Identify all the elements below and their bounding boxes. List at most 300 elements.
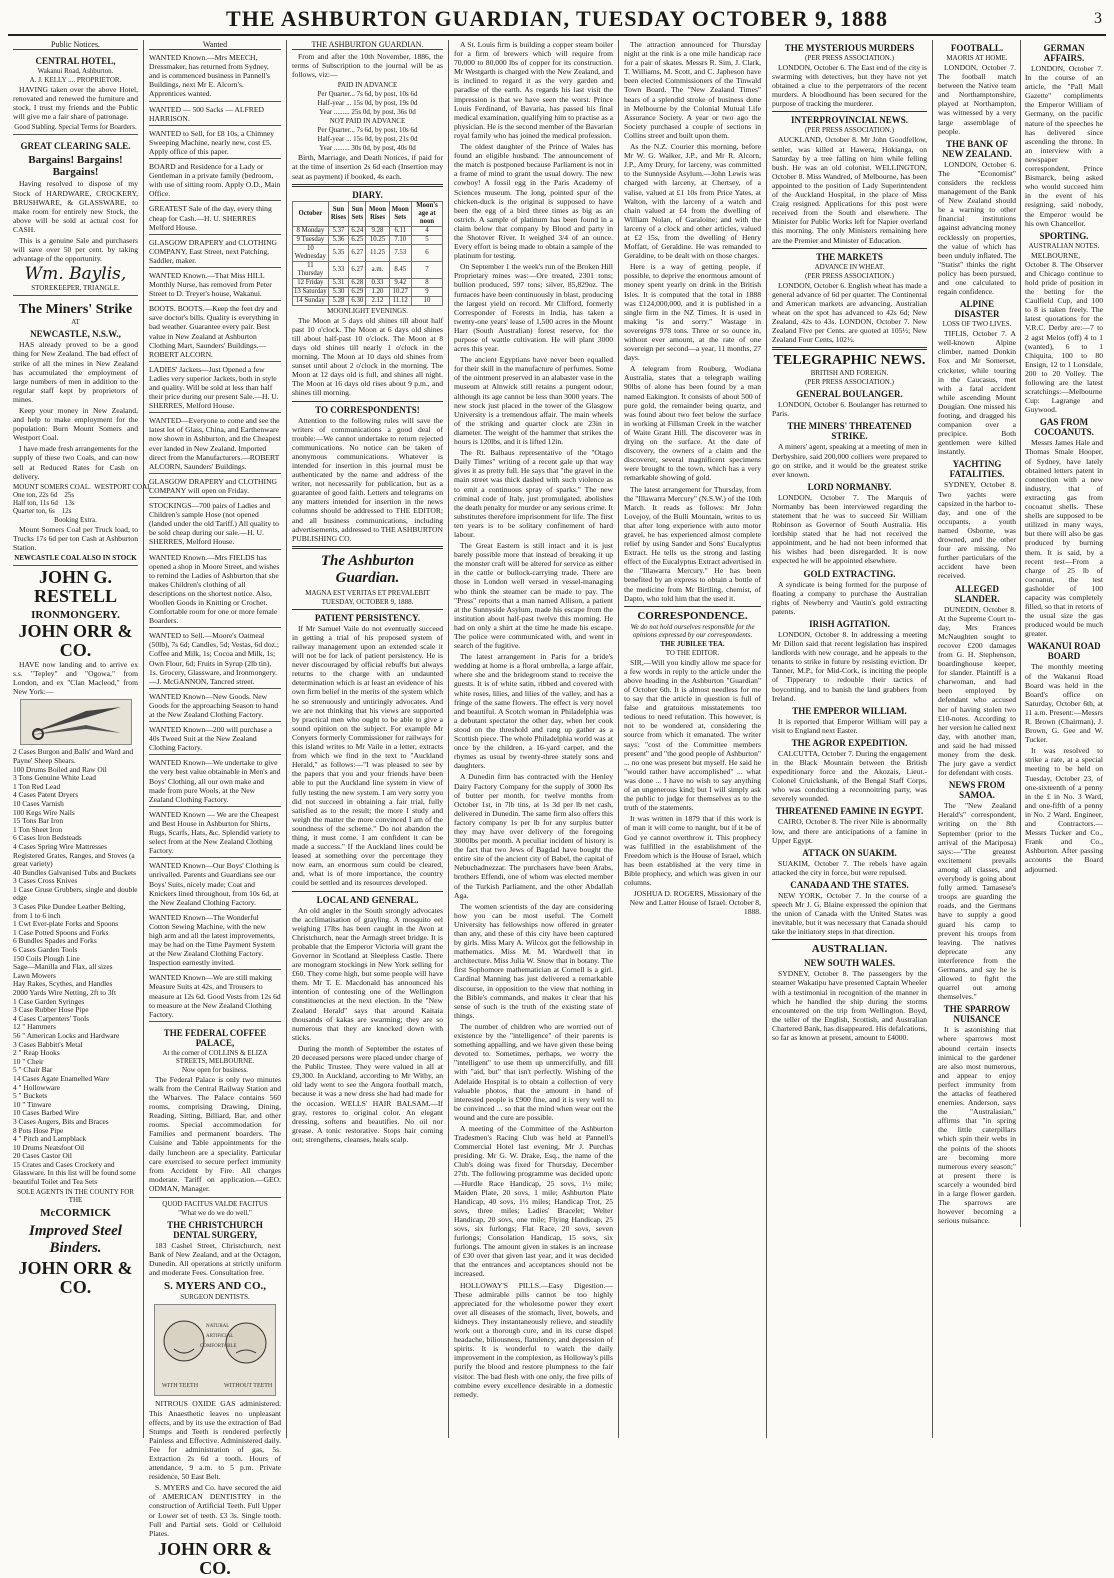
article-l: HOLLOWAY'S PILLS.—Easy Digestion.—These admirable pills cannot be too highly appreciated for the wholesome power they exert over all diseases of the stomach, liver, bowels, and kidneys. They instantaneously relieve, and steadily work out a thorough cure, and in its curse dispel headache, biliousness, flatulency, and depression of spirits. It is wonderful to watch the daily improvement in the complexion, as Holloway's pills purify the blood and restore plumpness to the fair visitor. The bad flesh with one only, the free pills of combine every excellence desirable in a domestic remedy. [454,1280,613,1399]
markets-heading: THE MARKETS [816,251,883,262]
article-g: The latest arrangement in Paris for a bride's wedding at home is a floral umbrella, a large affair, where she and the bridegroom stand to receive the guests. It is of white satin, ribbed and covered with white roses, lilies, and lilies of the valley, and has a fringe of the same flowers. The effect is very novel and beautiful. A Scotch woman in Philadelphia was a debutant spectator the other day, when her cook stood on the threshold and rang up gather as a Scottish piece. The whole Philadelphia world was at once by the children, a 16-yard carpet, and the rhymes as usual by twenty-three stately sons and daughters. [454,652,613,771]
article-f: The Great Eastern is still intact and it is just barely possible more that instead of breaking it up the monster craft will be altered for service as either in the cattle or bullock-carrying trade. There are those in London well versed in vessel-managing who think the steamer can be made to pay. The "Press" reports that a man named Allison, a patient at the Sunnyside Asylum, made his escape from the institution about half-past twelve this morning. He had on only a shirt at the time he made his escape. The police were communicated with, and went in search of the fugitive. [454,541,613,651]
wanted-ad: WANTED Known—The Wonderful Cotton Sewing Machine, with the new high arm and all the latest improvements, may be had on the Time Payment System at the New Zealand Clothing Factory. Inspection earnestly invited. [149,912,281,971]
slander-heading: ALLEGED SLANDER. [954,583,1000,604]
quod-sub: "What we do we do well." [178,1209,252,1218]
canada-heading: CANADA AND THE STATES. [790,879,909,890]
wanted-ad: GLASGOW DRAPERY and CLOTHING COMPANY will open on Friday. [149,476,281,498]
interprovincial-text: AUCKLAND, October 8. Mr John Goodfellow, settler, was killed at Hawera, Hokianga, on Saturday by a tree falling on him while felling bush. He was an old colonist. WELLINGTON, October 8. Miss Wandred, of Melbourne, has been appointed to the position of Lady Superintendent of the Auckland Hospital, in the place of Miss Craig resigned. Applications for this post were received from the South and elsewhere. The Minister for Public Works left for Napier overland this morning. The only Ministers remaining here are the Premier and Minister of Education. [772,135,927,245]
orr-list-item: 100 Drums Boiled and Raw Oil [13,764,107,774]
wanted-ad: WANTED Known—200 will purchase a 40s Tweed Suit at the New Zealand Clothing Factory. [149,724,281,755]
moonlight-heading: MOONLIGHT EVENINGS. [327,306,408,315]
face-label-artificial: ARTIFICIAL [206,1334,234,1340]
article-c: Here is a way of getting people, if possible, to deprive the enormous amount of money spent yearly on drink in the British Isles. It is computed that the total in 1888 was £124,000,000, and it is published in a single firm in the NZ Times. It is used in making "is and sorry." Wastage in sovereigns 978 tons. Three or so ounce in, without ever amount, at the rate of one sovereign per second—a year, 11 months, 27 days. [624,262,761,363]
orr-list-item: 10 Cases Barbed Wire [13,1108,79,1118]
interprovincial-heading: INTERPROVINCIAL NEWS. [790,115,909,126]
wanted-ad: WANTED Known.—Mrs FIELDS has opened a shop in Moore Street, and wishes to remind the Ladies of Ashburton that she makes Children's clothing of all descriptions on the shortest notice. Also, Woollen Goods in Knitting or Crochet. Comfortable room for one or more female Boarders. [149,552,281,629]
article-i: The women scientists of the day are considering how you can be most useful. The Cornell University has fellowships now offered in greater than any, and these of this city have been captured by girls. Miss Mary A. Wilcox got the fellowship in mathematics. Miss M. M. Wardwell that in architecture. Miss Julia W. Snow that in botany. The first Sophomore mathematician at Cornell is a girl. Cardinal Manning has just delivered a remarkable discourse, in opposition to the view that nothing in the Bible's commands, and makes it clear that his sense of such is the truth of the existing state of things. [454,901,613,1020]
diary-row [293,287,443,296]
wanted-ad: BOARD and Residence for a Lady or Gentleman in a private family (bedroom, with use of sitting room. Apply O.D., Main Office. [149,161,281,201]
diary-column-header: Moon Rises [366,201,389,226]
correspondence-signature: JOSHUA D. ROGERS, Missionary of the New and Latter House of Israel. October 8, 1888. [629,889,761,917]
coal-text: I have made fresh arrangements for the supply of these two Coals, and can now sell at Reduced Rates for Cash on delivery. [13,444,138,481]
suakim-heading: ATTACK ON SUAKIM. [802,847,897,858]
wanted-ad: STOCKINGS—700 pairs of Ladies and Children's sample Hose (not opened (landed under the old Tariff.) All quality to be sold cheap during our sale.—H. U. SHERRES, Melford House. [149,500,281,549]
football-sub: MAORIS AT HOME. [946,54,1008,62]
wanted-ads [149,52,281,1022]
hotel-proprietor: A. J. KELLY .... PROPRIETOR. [29,76,122,85]
diary-row [293,296,443,305]
orr-list-item: 10 Cases Varnish [13,798,64,808]
face-caption-left: WITH TEETH [162,1383,199,1390]
sheep-shears-image [20,699,132,745]
column-heading: Wanted [149,40,281,50]
diary-cell: 7.10 [389,235,411,244]
article-e: The Rt. Balhaus representative of the "Otago Daily Times" writing of a recent gale up that way gives it as pretty full. He says that "the gravel in the main street was thick dashed with such violence as to emit a continuous spray of sparks." The new criminal code of Italy, just promulgated, abolishes the death penalty for murder or any serious crime. It substitutes therefore imprisonment for life. The first ten years is to be solitary confinement of hard labour. [454,448,613,539]
baylis-name: Wm. Baylis, [24,264,127,285]
irish-heading: IRISH AGITATION. [809,618,890,629]
wakanui-text: The monthly meeting of the Wakanui Road Board was held in the Board's office on Saturday, October 6th, at 11 a.m. Present:—Messrs R. Brown (Chairman), J. Brown, G. Gee and W. Tucker. [1025,662,1103,745]
orr-list-item: 4 Cases Patent Dryers [13,790,79,800]
orr-list-item: Registered Grates, Ranges, and Stoves (a great variety) [13,850,135,869]
sporting-heading: SPORTING. [1039,230,1089,241]
face-label-comfortable: COMFORTABLE [200,1344,237,1350]
diary-column-header: Sun Sets [349,201,366,226]
press-association: (PER PRESS ASSOCIATION.) [805,378,894,387]
orr-list-item: 10 " Cheir [13,1056,44,1066]
cocoanuts-heading: GAS FROM COCOANUTS. [1034,417,1094,438]
correspondence-text: SIR,—Will you kindly allow me space for a few words in reply to the article under the above heading in the Ashburton "Guardian" of October 6th. It is almost needless for me to say that the article in question is full of false and gratuitous misstatements too tedious to need refutation. This however, is not to be wondered at, considering the source from which it emanated. The writer says: "cost of the Committee members present" and "the good people of Ashburton" ... no one was present but myself. He said he "would rather have accomplished" ... what was done ... I have no wish to say anything of an ungenerous kind; but I will simply ask the public to judge for themselves as to the truth of the statements. [624,657,761,813]
american-text: S. MYERS and Co. have secured the aid of AMERICAN DENTISTRY in the construction of Artificial Teeth. Full Upper or Lower set of teeth. £3 3s. Single tooth. Full and Partial sets. Gold or Celluloid Plates. [149,1483,281,1538]
mccormick-heading: McCORMICK [40,1206,111,1219]
col7-left [938,40,1016,1227]
wanted-ad: GREATEST Sale of the day, every thing cheap for Cash.—H. U. SHERRES Melford House. [149,203,281,234]
diary-row [293,244,443,261]
orr-list-item: 100 Kegs Wire Nails [13,807,75,817]
article-a: A St. Louis firm is building a copper steam boiler for a firm of brewers which will require from 70,000 to 80,000 lbs of copper for its construction. Mr Westgarth is charged with the New Zealand, and is inclined to regard it as the very garden and paradise of the earth. As regards his last visit the impression is that we have seen the worst. Prince Louis Ferdinand, of Bavaria, has passed his final medical examination, qualifying him to practise as a physician. He is the second member of the Bavarian royal family who has joined the medical profession. [454,40,613,140]
sale-text: Having resolved to dispose of my Stock of HARDWARE, CROCKERY, BRUSHWARE, & GLASSWARE, to make room for entirely new Stock, the above will be sold at actual cost for CASH. [13,179,138,234]
wakanui-text-2: It was resolved to strike a rate, at a special meeting to be held on Tuesday, October 23, of one-sixteenth of a penny in the £ in No. 3 Ward, and one-fifth of a penny in No. 2 Ward. Engineer, and Contractors.—Messrs Tucker and Co., Frank and Co., Ashburton. After passing accounts the Board adjourned. [1025,746,1103,874]
diary-cell: 6.24 [349,226,366,235]
wanted-ad: WANTED Known.—That Miss HILL Monthly Nurse, has removed from Peter Street to D. Treyer's house, Wakanui. [149,270,281,301]
diary-cell: 11.25 [366,244,389,261]
emperor-text: It is reported that Emperor William will pay a visit to England next Easter. [772,716,927,735]
column-4 [449,40,619,1438]
famine-text: CAIRO, October 8. The river Nile is abnormally low, and there are anticipations of a famine in Upper Egypt. [772,817,927,845]
diary-cell: 5.37 [328,226,349,235]
coffee-sub: At the corner of COLLINS & ELIZA STREETS, MELBOURNE. [162,1048,268,1065]
column-2 [144,40,287,1578]
orr-list-item: 4 Cases Carpenters' Tools [13,1013,90,1023]
wanted-ad: WANTED Known—Our Boys' Clothing is unrivalled. Parents and Guardians see our Boys' Suits, nicely made; Coat and Knickers lined throughout, from 10s 6d, at the New Zealand Clothing Factory. [149,860,281,909]
orr-list-item: 4 " Hollowware [13,1082,60,1092]
myers-sub: SURGEON DENTISTS. [180,1293,250,1302]
wanted-ad: BOOTS. BOOTS.—Keep the feet dry and save doctor's bills. Quality is everything in bad weather. Guarantee every pair. Best value in New Zealand at Ashburton Clothing Mart, Saunders' Buildings.—ROBERT ALCORN. [149,303,281,362]
hotel-tail: Good Stabling. Special Terms for Boarders. [14,123,137,132]
shears-icon [26,703,126,741]
murders-heading: THE MYSTERIOUS MURDERS [784,43,915,53]
correspondence-to: TO THE EDITOR. [665,648,720,657]
diary-cell: 14 Sunday [293,296,329,305]
face-caption-right: WITHOUT TEETH [224,1383,273,1390]
diary-cell: a.m. [366,261,389,278]
diary-cell: 11.12 [389,296,411,305]
column-7 [933,40,1108,1438]
wanted-ad: WANTED — 500 Sacks — ALFRED HARRISON. [149,104,281,126]
diary-cell: 5.33 [328,261,349,278]
orr-list-item: Sage—Manilla and Flax, all sizes [13,962,113,972]
yacht-heading: YACHTING FATALITIES. [949,459,1005,480]
diary-cell: 10 [412,296,443,305]
diary-cell: 5.36 [328,235,349,244]
diary-cell: 5.28 [328,296,349,305]
correspondence-sub: THE JUBILEE TEA. [660,639,725,648]
orr-list-item: 2 " Reap Hooks [13,1048,60,1058]
orr-list-item: 6 Cases Iron Bedsteads [13,833,82,843]
wanted-ad: WANTED to Sell, for £8 10s, a Chimney Sweeping Machine, nearly new, cost £5. Apply office of this paper. [149,128,281,159]
agror-heading: THE AGROR EXPEDITION. [791,737,908,748]
orr-list-item: 4 " Pitch and Lampblack [13,1134,87,1144]
orr-list-item: 5 " Chair Bar [13,1065,53,1075]
article-j: The number of children who are worried out of existence by the "intelligence" of their parents is something appalling, and we have given these being devoted to. Sometimes, perhaps, we worry the "intelligent" to use them up unmercifully, and fill with "aid, but" that isn't perfectly. Wishing of the Adelaide Hospital is to obtain a collection of very valuable photos, that the amount in hand of interested people is £900 fine, and it is very well to be convinced ... so that the mind when wear out the wound and the cure are possible. [454,1021,613,1122]
gold-heading: GOLD EXTRACTING. [803,568,896,579]
press-association: (PER PRESS ASSOCIATION.) [805,54,894,62]
paper-date: TUESDAY, OCTOBER 9, 1888. [321,597,414,606]
correspondence-text-2: It was written in 1879 that if this work is of man it will come to naught, but if it be of God ye cannot overthrow it. This prophecy was fulfilled in the establishment of the Freedom which is the House of Israel, which has been established at the very time in Bible prophecy, and which was given in our columns. [624,814,761,887]
suakim-text: SUAKIM, October 7. The rebels have again attacked the city in force, but were repulsed. [772,858,927,877]
orr-list-item: 14 Cases Agate Enamelled Ware [13,1073,110,1083]
diary-cell: 0.33 [366,278,389,287]
article-b: The oldest daughter of the Prince of Wales has found an eligible husband. The announcement of the match is postponed because Parliament is not in a frame of mind to grant the usual dowry. The new cowboy! A fossil egg in the Paris Academy of Sciences museum. The long, pointed spur of the chicken-duck is the original is supposed to have been the egg of a bird three times as big as an ostrich. A sample of platinum has been found in a claim below that company by Blood and party in the Shotover River. It weighed 3/4 of an ounce. Every effort is being made to obtain a sample of the platinum for testing. [454,142,613,261]
orr-list-item: 1 Case Potted Spoons and Forks [13,927,109,937]
coffee-palace-ad [149,1024,281,1198]
wanted-ad: LADIES' Jackets—Just Opened a few Ladies very superior Jackets, both in style and quality. Will be sold at less than half their price during our present Sale.—H. U. SHERRES, Melford House. [149,364,281,413]
orr-list-item: 10 " Tinware [13,1099,52,1109]
diary-cell: 6.30 [349,296,366,305]
columns [8,40,1108,1578]
diary-table [292,201,443,306]
correspondents-text: Attention to the following rules will save the writers of communications a good deal of trouble:—We cannot undertake to return rejected communications. No notice can be taken of anonymous communications. Whatever is intended for insertion in this journal must be authenticated by the name and address of the writer, not necessarily for publication, but as a guarantee of good faith. Letters and telegrams on any matters intended for insertion in the news columns should be addressed to THE EDITOR; and all business communications, including advertisements, addressed to THE ASHBURTON PUBLISHING CO. [292,415,443,543]
coffee-text: The Federal Palace is only two minutes walk from the Central Railway Station and the Wharves. The Palace contains 560 rooms, comprising Drawing, Dining, Reading, Sitting, Billiard, Bar, and other rooms. Special accommodation for Families and permanent boarders. The Cuisine and Table appointments for the daily luncheon are a speciality. Particular care exercised to secure perfect immunity from Accident by Fire. All charges moderate. Tariff on application.—GEO. ODMAN, Manager. [149,1074,281,1193]
col7-split [938,40,1103,1227]
restell-name: JOHN G. RESTELL [33,567,118,606]
diary-cell: 7.53 [389,244,411,261]
cocoanuts-text: Messrs James Hale and Thomas Smale Hooper, of Sydney, have lately obtained letters patent in connection with a new industry, that of extracting gas from cocoanut shells. These shells are supposed to be utilized in many ways, but there will also be gas produced by burning them. It is said, by a recent test—From a charge of 25 lb of cocoanut, the test gasholder of 100 capacity was completely filled, so that in retorts of the usual size the gas produced would be much greater. [1025,438,1103,639]
column-3 [287,40,449,1438]
diary-cell: 9.28 [366,226,389,235]
diary-heading: DIARY. [352,189,383,200]
coffee-heading: THE FEDERAL COFFEE PALACE, [163,1027,267,1048]
nitrous-text: NITROUS OXIDE GAS administered. This Anaesthetic leaves no unpleasant effects, and by its use the extraction of Bad Stumps and Teeth is rendered perfectly Painless and Effective. Administered daily. Fee for administration of gas, 5s. Extraction 2s 6d a tooth. Hours of attendance, 9 a.m. to 5 p.m. Private residence, 50 East Belt. [149,1399,281,1482]
nsw-text: SYDNEY, October 8. The passengers by the steamer Wakatipu have presented Captain Wheeler with a testimonial in recognition of the manner in which he handled the ship during the storms encountered on the trip from Wellington. Boyd, the teller of the English, Scottish, and Australian Chartered Bank, has disappeared. His defalcations, so far as known at present, amount to £4000. [772,969,927,1043]
diary-cell: 2.12 [366,296,389,305]
subscription-line: Year ......... 25s 0d, by post, 36s 0d [319,108,416,117]
sporting-text: MELBOURNE, October 8. The Observer and Chicago continue to hold pride of position in the betting for the Caulfield Cup, and 100 to 8 is taken freely. The latest quotations for the V.R.C. Derby are:—7 to 2 agst Melos (off) 4 to 1 (wanted), 6 to 1 Chiquita, 100 to 80 Ensign, 12 to 1 Lonsdale, 200 to 20 Volley. The following are the latest scratchings:—Melbourne Cup: Lagrange and Guywood. [1025,250,1103,415]
hotel-address: Wakanui Road, Ashburton. [37,67,114,76]
myers-heading: S. MYERS AND CO., [163,1280,267,1293]
markets-sub: ADVANCE IN WHEAT. [814,262,885,271]
diary-cell: 9 [412,287,443,296]
normanby-text: LONDON, October 7. The Marquis of Normanby has been interviewed regarding the statement that he was to succeed Sir William Robinson as Governor of South Australia. His lordship stated that he had not received the appointment, and he had not been informed that his wishes had been disregarded. It is now expected he will be appointed elsewhere. [772,492,927,566]
boulanger-text: LONDON, October 6. Boulanger has returned to Paris. [772,400,927,419]
gold-text: A syndicate is being formed for the purpose of floating a company to purchase the Australian rights of Newberry and Vautin's gold extracting patents. [772,579,927,616]
diary-cell: 5.30 [328,287,349,296]
diary-cell: 12 Friday [293,278,329,287]
orr-list-item: 1 Case Gruse Grubbers, single and double edge [13,884,138,903]
orr-name: JOHN ORR & CO. [18,621,133,660]
sale-bargains: Bargains! Bargains! Bargains! [28,154,123,179]
diary-cell: 6.27 [349,244,366,261]
diary-cell: 9.42 [389,278,411,287]
bank-heading: THE BANK OF NEW ZEALAND. [942,138,1012,159]
orr-list-item: Lawn Mowers [13,970,56,980]
orr-list-item: 8 Pots Hose Pipe [13,1125,64,1135]
strike-ad [13,298,152,566]
wanted-ad: WANTED Known—We are still making Measure Suits at 42s, and Trousers to measure at 12s 6d. Good Vests from 12s 6d to measure at the New Zealand Clothing Factory. [149,972,281,1021]
coal-price-table: MOUNT SOMERS COAL. WESTPORT COAL One ton, 22s 6d 25s Half ton, 11s 6d 13s Quarter ton, 6s 12s [13,482,152,515]
orr-list-item: 40 Bundles Galvanised Tubs and Buckets [13,867,136,877]
page-number: 3 [1094,10,1102,27]
diary-column-header: October [293,201,329,226]
subscription-line: Half-year ... 15s 0d, by post, 21s 0d [317,135,418,144]
dental-sub: 183 Cashel Street, Christchurch, next Bank of New Zealand, and at the Octagon, Dunedin. All operations at strictly uniform and moderate Fees. Consultation free. [149,1241,281,1278]
telegraphic-heading: TELEGRAPHIC NEWS. [773,353,926,369]
orr-footer-2: JOHN ORR & CO. [158,1538,272,1578]
orr-list-item: Hay Rakes, Scythes, and Handles [13,979,113,989]
diary-cell: 1.20 [366,287,389,296]
wakanui-heading: WAKANUI ROAD BOARD [1027,641,1101,662]
article-a: The attraction announced for Thursday night at the rink is a one mile handicap race for a pair of skates. Messrs R. Sim, J. Clark, T. Williams, M. Scott, and C. Japheson have been elected Commissioners of the Tinwald Town Board. The "New Zealand Times" hears of a splendid stroke of business done in Melbourne by the Colonial Mutual Life Assurance Society. A year or two ago the Society purchased a couple of sections in Collins street and built upon them. [624,40,761,140]
diary-cell: 11 Thursday [293,261,329,278]
diary-cell: 6.27 [349,261,366,278]
diary-cell: 6 [412,244,443,261]
agents-line: SOLE AGENTS IN THE COUNTY FOR THE [17,1187,134,1204]
correspondents-heading: TO CORRESPONDENTS! [315,404,420,415]
subscription-line: PAID IN ADVANCE [337,81,398,90]
subscription-line: Year ......... 30s 0d, by post, 40s 0d [319,144,416,153]
diary-row [293,261,443,278]
sale-text-2: This is a genuine Sale and purchasers will save over 50 per cent. by taking advantage of the opportunity. [13,236,138,264]
diary-cell: 6.25 [349,235,366,244]
paper-motto: MAGNA EST VERITAS ET PREVALEBIT [305,588,430,597]
diary-cell: 13 Saturday [294,287,327,295]
canada-text: NEW YORK, October 7. In the course of a speech Mr J. G. Blaine expressed the opinion that the union of Canada with the United States was inevitable, but it was necessary that Canada should take the initiatory steps in that direction. [772,890,927,937]
diary-cell: 7 [412,261,443,278]
correspondence-heading: CORRESPONDENCE. [637,609,748,622]
correspondence-note: We do not hold ourselves responsible for the opinions expressed by our correspondents. [630,622,755,639]
boulanger-heading: GENERAL BOULANGER. [796,389,903,400]
diary-cell: 10 Wednesday [293,244,329,261]
orr-list-item: 3 Cases Augers, Bits and Braces [13,1116,109,1126]
newcastle-coal: NEWCASTLE COAL ALSO IN STOCK [14,554,137,562]
diary-cell: 10.27 [389,287,411,296]
sparrow-heading: THE SPARROW NUISANCE [943,1004,1011,1025]
wanted-ad: WANTED Known.—Mrs MEECH, Dressmaker, has returned from Sydney, and is commenced business in Pannell's Buildings, next Mr E. Alcorn's. Apprentices wanted. [149,52,281,101]
strike-heading: The Miners' Strike [18,302,133,318]
column-heading: Public Notices. [13,40,138,50]
diary-row [293,278,443,287]
slander-text: DUNEDIN, October 8. At the Supreme Court to-day, Mrs Frances McNaughten sought to recover £200 damages from G. H. Stephenson, boardinghouse keeper, for slander. Plaintiff is a charwoman, and had been employed by defendant who accused her of having stolen two £10-notes. According to her version he called next day, with another man, and said he had missed money from the desk. The jury gave a verdict for defendant with costs. [938,604,1017,778]
wanted-ad: WANTED Known—New Goods. New Goods for the approaching Season to hand at the New Zealand Clothing Factory. [149,691,281,722]
strike-text: HAS already proved to be a good thing for New Zealand. The bad effect of strike of all the mines in New Zealand has accumulated the employment of large numbers of men in addition to the regular staff kept by proprietors of mines. [13,340,138,404]
sporting-sub: AUSTRALIAN NOTES. [1028,241,1100,250]
diary-cell: 6.29 [349,287,366,296]
orr-text: HAVE now landing and to arrive ex s.s. "Tepley" and "Ogowa," from London, and ex "Clan Macleod," from New York:— [13,660,138,697]
article-c: On September 1 the week's run of the Broken Hill Proprietary mines was:—Ore treated, 2301 tons; bullion produced, 597 tons; silver, 85,829oz. The furnaces have been continuously in blast, producing the largest yield on record. Mr Clifford, formerly Corresponder of Forests in India, has taken a twenty-one years' lease of 1,500 acres in the Mount Harr (South Australian) forest reserve, for the purpose of wattle cultivation. He will plant 3000 acres this year. [454,262,613,354]
orr-list-item: 1 Cwt Ever-plate Forks and Spoons [13,919,119,929]
column-heading: THE ASHBURTON GUARDIAN. [292,40,443,50]
famine-heading: THREATENED FAMINE IN EGYPT. [775,806,924,817]
orr-list-item: 3 Cases Babbitt's Metal [13,1039,83,1049]
subscription-line: NOT PAID IN ADVANCE [329,117,406,126]
coal-truck: Mount Somers Coal per Truck load, to Trucks 17s 6d per ton Cash at Ashburton Station. [13,524,138,552]
orr-list-item: 15 Tons Bar Iron [13,816,64,826]
miners-heading: THE MINERS' THREATENED STRIKE. [787,421,912,442]
emperor-heading: THE EMPEROR WILLIAM. [792,705,907,716]
ironmongery-heading: IRONMONGERY. [31,609,120,621]
alpine-heading: ALPINE DISASTER [954,299,1000,320]
subscription-line: Per Quarter... 7s 6d, by post, 10s 6d [317,90,418,99]
article-d: A telegram from Rouburg, Wodiana Australia, states that a telegraph wailing 90lbs of alone has been found by a man named Eakington. It consists of about 500 of pure gold, the remainder being quartz, and was found about two feet below the surface in working at Fillsman Creek in the watcher of Waite Grant Hill. The discoverer was in drying on the surface. At the date of discovery, the owners of a claim and the discoverer, several magnificent specimens were brought to the town, which has a very remarkable showing of gold. [624,364,761,483]
orr-items-list [13,748,138,1186]
wanted-ad: WANTED to Sell.—Moore's Oatmeal (50lb), 7s 6d; Candles, 5d; Vestas, 6d doz.; Coffee and Milk, 1s; Cocoa and Milk, 1s; Own Flour, 6d; Fruits in Syrup (2lb tin), 1s. Grocery, Glassware, and Ironmongery.—J. McGANNON, Tancred street. [149,630,281,689]
article-h: A Dunedin firm has contracted with the Henley Dairy Factory Company for the supply of 3000 lbs of butter per month, for twelve months from October 1st, in 7lb tins, at 1s 3d per lb net cash, delivered in Dunedin. The same firm also offers this factory company 1s per lb for any surplus butter they may have over delivery of the foregoing 3000lbs per month. A peculiar incident of history is the fact that two Jews of Bagdad have bought the entire site of the ancient city of Babel, the capital of Nebuchadnezzar. The purchasers have been Arabs, brothers Effendi, one of whom was elected member of the Turkish Parliament, and the other Abdallah Aga. [454,772,613,900]
german-heading: GERMAN AFFAIRS. [1043,43,1085,63]
samoa-text: The "New Zealand Herald's" correspondent, writing on the 8th September (prior to the arrival of the Mariposa) says:—"The greatest excitement prevails among all classes, and everybody is going about fully armed. Tamasese's troops are guarding the roads, and the Germans have to supply a good guard his camp to prevent his troops from leaving. The natives deprecate any interference from the Germans, and say he is allowed to fight the quarrel out among themselves." [938,801,1016,1002]
australian-heading: AUSTRALIAN. [811,943,888,956]
masthead-title: THE ASHBURTON GUARDIAN, TUESDAY OCTOBER 9, 1888 [226,6,888,31]
orr-list-item: 3 Tons Genuine White Lead [13,773,96,783]
german-text: LONDON, October 7. In the course of an article, the "Pall Mall Gazette" compliments the Emperor William of Germany, on the pacific nature of the speeches he has delivered since ascending the throne. In an interview with a newspaper correspondent, Prince Bismarck, being asked who would succeed him in the event of his resigning, said nobody, the Emperor would be his own Chancellor. [1025,64,1103,228]
bank-text: LONDON, October 6. The "Economist" considers the reckless management of the Bank of New Zealand should be a warning to other financial institutions against advancing money recklessly on properties, the value of which has been unduly inflated. The "Statist" thinks the right policy has been pursued, and one calculated to regain confidence. [938,159,1016,297]
baylis-sub: STOREKEEPER, TRIANGLE. [31,284,120,293]
column-1 [8,40,152,1438]
samoa-heading: NEWS FROM SAMOA. [948,780,1006,801]
orr-list-item: 150 Coils Plough Line [13,953,80,963]
teeth-faces-image [154,1304,276,1396]
telegraphic-sub: BRITISH AND FOREIGN. [810,369,889,378]
article-e: The latest arrangement for Thursday, from the "Illawarra Mercury" (N.S.W.) of the 10th March. It reads as follows: Mr John Lovejoy, of the Bulli Mountain, writes to us that after long experience with auto motor gravel, he has experienced almost complete relief by using Sander and Sons' Eucalyptus Extract. He tells us the strong and lasting effect of the Eucalyptus Extract advertised in the "Illawarra Mercury." He has been benefited by an express to obtain a bottle of the medicine from Mr Birtling, chemist, of Dapto, who told him that the used it. [624,484,761,603]
subscription-rates [292,81,443,152]
article-b: As the N.Z. Courier this morning, before Mr W. G. Walker, J.P., and Mr R. Alcorn, J.P., Amy Drury, for larceny, was committed to the Sunnyside Asylum.—John Lewis was charged with larceny, at Chertsey, of a valise, valued at £1 10s from Price Yates, at Walton, with the larceny of a watch and chain valued at £4 from the dwelling of William Nolan, of Garaloine; and with the larceny of a clock and other articles, valued at £2 15s, from the dwelling of Henry Moffatt, of Geraldine. He was remanded to Geraldine, to be dealt with on those charges. [624,142,761,261]
local-text-2: During the month of September the estates of 20 deceased persons were placed under charge of the Public Trustee. They were valued in all at £9,300. In Auckland, according to Mr Withy, an old lady went to see the Angora football match, because it was a new dress she had had made for the occasion. WELLS' HAIR BALSAM.—If gray, restores to original color. An elegant dressing, softens and beautifies. No oil nor grease. A tonic restorative. Stops hair coming out; strengthens, cleanses, heals scalp. [292,1043,443,1144]
nsw-heading: NEW SOUTH WALES. [804,958,895,969]
orr-list-item: 1 Ton Red Lead [13,781,61,791]
diary-row [293,235,443,244]
alpine-sub: LOSS OF TWO LIVES. [942,320,1012,329]
paper-title: The Ashburton Guardian. [320,552,415,586]
diary-cell: 5.31 [328,278,349,287]
press-association: (PER PRESS ASSOCIATION.) [805,126,894,135]
dental-heading: THE CHRISTCHURCH DENTAL SURGERY, [167,1220,263,1241]
local-heading: LOCAL AND GENERAL. [316,894,419,905]
diary-column-header: Moon Sets [389,201,411,226]
diary-cell: 9 Tuesday [293,235,329,244]
orr-list-item: 6 Cases Garden Tools [13,945,78,955]
yacht-text: SYDNEY, October 8. Two yachts were capsized in the harbor to-day, and one of the occupants, a youth named Osborne, was drowned, and the other four are missing. No further particulars of the accident have been received. [938,480,1016,581]
local-text: An old angler in the South strongly advocates the acclimatisation of grayling. A mosquito eel weighing 17lbs has been caught in the Avon at Christchurch, near the Armagh street bridge. It is probable that the Emperor Victoria will grant the Governor in Scotland at Sleepless Castle. There are monogram stockings in New York selling for £60. They come high, but some people will have them. Mr T. E. Macdonald has announced his intention of contesting one of the Wellington constituencies at the next election. In the "New Zealand Herald" says that around Kaitaia thousands of kakas are swarming; they are so numerous that they are knocked down with sticks. [292,905,443,1042]
orr-list-item: 3 Cases Cross Knives [13,876,78,886]
sparrow-text: It is astonishing that where sparrows most abound certain insects inimical to the gardener are also most numerous, and appear to enjoy perfect immunity from the attacks of feathered enemies. Anderson, says the "Australasian," affirms that "in spring the little caterpillars which spin their webs in the points of the shoots are becoming more numerous every season;" at present there is scarcely a wounded bird in a large flower garden. The sparrows are however becoming a serious nuisance. [938,1025,1016,1226]
faces-icon [156,1307,274,1393]
orr-list-item: 1 Ton Sheet Iron [13,824,63,834]
orr-list-item: 10 Drums Neatsfoot Oil [13,1142,85,1152]
wanted-ad: WANTED Known—We undertake to give the very best value obtainable in Men's and Boys' Clothing, all our own make and made from pure Wools, at the New Zealand Clothing Factory. [149,757,281,806]
quod-motto: QUOD FACITUS VALDE FACITUS [162,1200,268,1209]
wanted-ad: WANTED—Everyone to come and see the latest lot of Glass, China, and Earthenware now shown in Ashburton, and the Cheapest ever landed in New Zealand. Imported direct from the Manufacturers.—ROBERT ALCORN, Saunders' Buildings. [149,415,281,474]
diary-cell: 5 [412,235,443,244]
sale-ad [13,137,138,296]
murders-text: LONDON, October 6. The East end of the city is swarming with detectives, but they have not yet obtained a clue to the perpetrators of the recent murders. A bloodhound has been secured for the purpose of tracking the murderer. [772,63,927,109]
diary-cell: 4 [412,226,443,235]
diary-cell: 8 [412,278,443,287]
article-d: The ancient Egyptians have never been equalled for their skill in the manufacture of perfumes. Some of the ointment preserved in an alabaster vase in the museum at Alnwick still retains a pungent odour, although its age cannot be less than 3000 years. The new stock just placed in the tower of the Glasgow University is a tremendous affair. The main wheels of the striking and quarter clock are 23in in diameter. The weight of the hammer that strikes the hours is 120lbs, and it is lifted 12in. [454,355,613,447]
hotel-ad [13,52,138,135]
orr-list-item: 4 Cases Spring Wire Mattresses [13,841,107,851]
orr-list-item: 12 " Hammers [13,1022,56,1032]
football-text: LONDON, October 7. The football match between the Native team and Northamptonshire, played at Northampton, was witnessed by a very large assemblage of people. [938,63,1016,136]
orr-footer: JOHN ORR & CO. [18,1257,133,1297]
strike-at: AT [71,318,80,327]
orr-list-item: 3 Cases Pike Dundee Leather Belting, from 1 to 6 inch [13,902,126,920]
face-label-natural: NATURAL [206,1324,230,1330]
irish-text: LONDON, October 8. In addressing a meeting Mr Dillon said that recent legislation has inspired landlords with new courage, and he appeals to the tenants to strike in future by resisting eviction. Dr Tanner, M.P., for Mid-Cork, is inciting the people of Tipperary to redouble their tactics of boycotting, and to banish the land grabbers from Ireland. [772,629,927,703]
diary-row [293,226,443,235]
orr-list-item: 15 Crates and Cases Crockery and Glassware. In this list will be found some beautiful Toilet and Tea Sets [13,1159,136,1187]
diary-column-header: Moon's age at noon [412,201,443,226]
alpine-text: TIFLIS, October 7. A well-known Alpine climber, named Donkin Fox and Mr Somerset, cricketer, while touring in the Caucasus, met with a fatal accident while ascending Mount Dougian. One missed his footing, and dragged his companion over a precipice. Both gentlemen were killed instantly. [938,329,1016,457]
orr-list-item: 20 Cases Castor Oil [13,1151,72,1161]
markets-text: LONDON, October 6. English wheat has made a general advance of 6d per quarter. The Continental and American markets are advancing. Australian wheat on the spot has advanced to 42s 6d; New Zealand, 42s to 43s. LONDON, October 7. New Zealand Five per Cents. are quoted at 105½; New Zealand Four Cents, 102½. [772,280,927,345]
diary-cell: 8 Monday [293,226,329,235]
col7-right [1020,40,1103,1227]
hotel-text: HAVING taken over the above Hotel, renovated and renewed the furniture and stock, I trust my friends and the Public will give me a fair share of patronage. [13,85,138,122]
agror-text: CALCUTTA, October 7. During the engagement in the Black Mountain between the British expeditionary force and the Akozais, Lieut.-Colonel Cruickshank, of the Bengal Staff Corps, who was conducting a reconnoitring party, was severely wounded. [772,748,927,804]
leader-heading: PATIENT PERSISTENCY. [314,612,421,623]
miners-text: A miners' agent, speaking at a meeting of men in Derbyshire, said 200,000 colliers were prepared to go on strike, and it would be the greatest strike ever known. [772,442,927,479]
column-5 [619,40,767,1438]
diary-cell: 10.25 [366,235,389,244]
notices-text: Birth, Marriage, and Death Notices, if paid for at the time of insertion 2s 6d each (Insertion may seat as payment) if booked, 4s each. [292,153,443,181]
diary-cell: 5.35 [328,244,349,261]
wanted-ad: WANTED Known — We are the Cheapest and Best House in Ashburton for Shirts, Rugs, Scarfs, Hats, &c. Splendid variety to select from at the New Zealand Clothing Factory. [149,809,281,858]
masthead [8,4,1106,36]
sale-heading: GREAT CLEARING SALE. [20,141,131,152]
coffee-open: Now open for business. [181,1065,249,1074]
orr-list-item: 2000 Yards Wire Netting, 2ft to 3ft [13,988,117,997]
orr-list-item: 2 Cases Burgon and Balls' and Ward and Payne' Sheep Shears. [13,747,134,765]
football-heading: FOOTBALL. [950,43,1004,53]
subscription-line: Per Quarter... 7s 6d, by post, 10s 6d [317,126,418,135]
subscription-intro: From and after the 10th November, 1886, the terms of Subscription to the journal will be as follows, viz:— [292,52,443,80]
coal-tail: Booking Extra. [54,515,97,524]
diary-cell: 6.28 [349,278,366,287]
orr-list-item: 56 " American Locks and Hardware [13,1030,120,1040]
orr-list-item: 3 Case Rubber Hose Pipe [13,1005,89,1015]
normanby-heading: LORD NORMANBY. [807,481,892,492]
orr-list-item: 6 Bundles Spades and Forks [13,936,97,946]
article-k: A meeting of the Committee of the Ashburton Tradesmen's Racing Club was held at Pannell's Commercial Hotel last evening, Mr J. Purchas presiding. Mr G. W. Drake, Esq., the name of the Club's doing was fixed for Thursday, December 27th. The following programme was decided upon:—Hurdle Race Handicap, 25 sovs, 1½ mile; Maiden Plate, 20 sovs, 1 mile; Ashburton Plate Handicap, 40 sovs, 1½ miles; Handicap Trot, 25 sovs, three miles; Ladies' Bracelet; Welter Handicap, 20 sovs, one mile; Flying Handicap, 25 sovs, six furlongs; Flat Race, 20 sovs, seven furlongs; Consolation Handicap, 15 sovs, six furlongs. The amount given in stakes is an increase of £30 over that given last year, and it was decided that the entrances and acceptances should not be increased. [454,1123,613,1279]
diary-cell: 6.11 [389,226,411,235]
moonlight-text: The Moon at 5 days old shines till about half past 10 o'clock. The Moon at 6 days old shines till about half-past 10 o'clock. The Moon at 8 days old shines till nearly 1 o'clock in the morning. The Moon at 10 days old shines from sunset until about 2 o'clock in the morning. The Moon at 12 days old is full, and shines all night. The Moon at 16 days old rises about 9 p.m., and shines till morning. [292,315,443,398]
orr-list-item: 1 Case Garden Syringes [13,996,85,1006]
hotel-name: CENTRAL HOTEL, [35,56,116,67]
press-association: (PER PRESS ASSOCIATION.) [805,271,894,280]
diary-cell: 8.45 [389,261,411,278]
leader-text: If Mr Samuel Vaile do not eventually succeed in getting a trial of his proposed system of railway management upon an extended scale it will not be for lack of patient persistency. He is never discouraged by official rebuffs but always returns to the charge with an undaunted determination which is at least an evidence of his own firm belief in the merits of the system which he so strenuously and untiringly advocates. And we are not thinking that his views are supported by practical men who ought to be able to give a sound opinion on the subject. For example Mr Conyers formerly Commissioner for railways for this island writes to Mr Vaile in a letter, extracts from which we find in the text to "Auckland Herald," as follows:—"I was pleased to see by the papers that you and your friends have been able to put the Auckland line system in view of fully testing the new system. I am very sorry you did not succeed in obtaining a fair trial, fully satisfied as to the result; the more I study and weigh the matter the more convinced I am of the soundness of the scheme." Do not abandon the thing, it must come. I am confident it can be made a success." If the Auckland lines could be leased at something over the percentage they now earn, an enormous sum could be cleared, and, what is of more importance, the country could be settled and its resources developed. [292,623,443,888]
diary-column-header: Sun Rises [328,201,349,226]
strike-place: NEWCASTLE, N.S.W., [30,329,121,340]
